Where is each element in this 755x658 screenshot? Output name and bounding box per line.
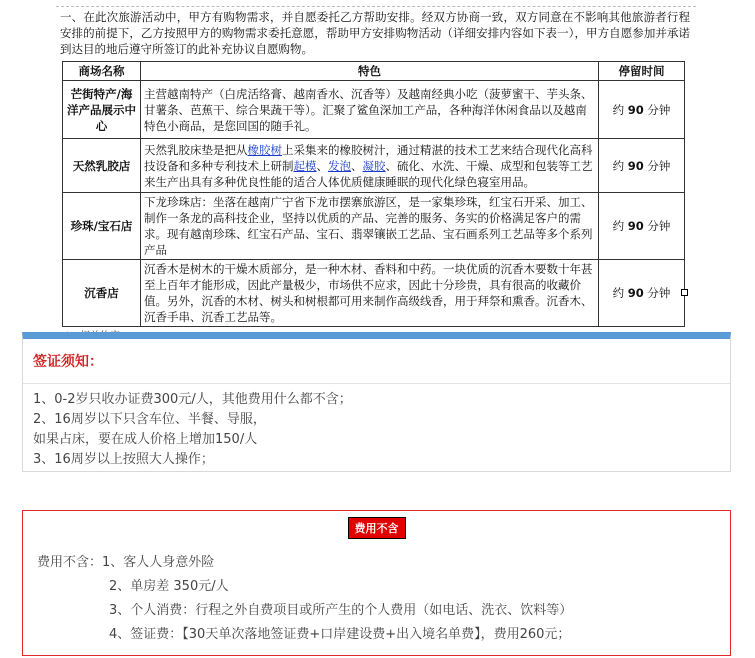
fee-excluded-badge: 费用不含	[348, 517, 406, 539]
visa-line: 3、16周岁以上按照大人操作；	[33, 452, 214, 467]
store-feature: 下龙珍珠店：坐落在越南广宁省下龙市摆寨旅游区，是一家集珍珠，红宝石开采、加工、制作一条龙的高科技企业，坚持以优质的产品、完善的服务、务实的价格满足客户的需求。现有越南珍珠、红宝石产品、宝石、翡翠镶嵌工艺品、宝石画系列工艺品等多个系列产品	[141, 193, 599, 260]
fee-line: 3、个人消费：行程之外自费项目或所产生的个人费用（如电话、洗衣、饮料等）	[109, 603, 573, 618]
stay-time: 约 90 分钟	[599, 260, 685, 327]
store-name: 珍珠/宝石店	[63, 193, 141, 260]
header-stay-time: 停留时间	[599, 62, 685, 81]
store-feature: 主营越南特产（白虎活络膏、越南香水、沉香等）及越南经典小吃（菠萝蜜干、芋头条、甘薯条、芭蕉干、综合果蔬干等）。汇聚了鲨鱼深加工产品，各种海洋休闲食品以及越南特色小商品，是您回国的随手礼。	[141, 81, 599, 139]
store-feature: 沉香木是树木的干燥木质部分，是一种木材、香料和中药。一块优质的沉香木要数十年甚至上百年才能形成，因此产量极少，市场供不应求，因此十分珍贵，具有很高的收藏价值。另外，沉香的木材、树头和树根都可用来制作高级线香，用于拜祭和熏香。沉香木、沉香手串、沉香工艺品等。	[141, 260, 599, 327]
header-feature: 特色	[141, 62, 599, 81]
visa-line: 如果占床，要在成人价格上增加150/人	[33, 432, 258, 447]
visa-line: 2、16周岁以下只含车位、半餐、导服，	[33, 412, 266, 427]
itinerary-document	[56, 0, 696, 324]
store-name: 沉香店	[63, 260, 141, 327]
shopping-table	[62, 61, 685, 327]
table-resize-handle[interactable]	[681, 289, 688, 296]
table-row	[63, 193, 685, 260]
link-gel[interactable]: 凝胶	[362, 158, 386, 173]
store-name: 天然乳胶店	[63, 139, 141, 193]
table-header-row	[63, 62, 685, 81]
fee-line: 2、单房差 350元/人	[109, 579, 229, 594]
fee-excluded-panel	[22, 510, 731, 656]
store-name: 芒街特产/海洋产品展示中心	[63, 81, 141, 139]
stay-time: 约 90 分钟	[599, 193, 685, 260]
visa-notice-panel	[22, 332, 731, 472]
visa-line: 1、0-2岁只收办证费300元/人，其他费用什么都不含；	[33, 392, 352, 407]
stay-time: 约 90 分钟	[599, 139, 685, 193]
fee-line: 费用不含：1、客人人身意外险	[37, 555, 215, 570]
link-molding[interactable]: 起模	[293, 158, 317, 173]
visa-notice-body	[23, 384, 730, 470]
link-rubber-tree[interactable]: 橡胶树	[247, 142, 282, 157]
document-intro: 一、在此次旅游活动中，甲方有购物需求，并自愿委托乙方帮助安排。经双方协商一致，双方同意在不影响其他旅游者行程安排的前提下，乙方按照甲方的购物需求委托意愿，帮助甲方安排购物活动（详细安排内容如下表一），甲方自愿参加并承诺到达目的地后遵守所签订的此补充协议自愿购物。	[60, 10, 690, 56]
table-row	[63, 81, 685, 139]
visa-notice-title: 签证须知：	[33, 354, 103, 370]
link-foaming[interactable]: 发泡	[328, 158, 351, 173]
document-top-edge	[56, 0, 696, 7]
stay-time: 约 90 分钟	[599, 81, 685, 139]
header-store-name: 商场名称	[63, 62, 141, 81]
store-feature: 天然乳胶床垫是把从橡胶树上采集来的橡胶树汁，通过精湛的技术工艺来结合现代化高科技设备和多种专利技术上研制起模、发泡、凝胶、硫化、水洗、干燥、成型和包装等工艺来生产出具有多种优良性能的适合人体优质健康睡眠的现代化绿色寝室用品。	[141, 139, 599, 193]
table-row	[63, 260, 685, 327]
table-row	[63, 139, 685, 193]
fee-line: 4、签证费：【30天单次落地签证费+口岸建设费+出入境名单费】，费用260元；	[109, 627, 571, 642]
